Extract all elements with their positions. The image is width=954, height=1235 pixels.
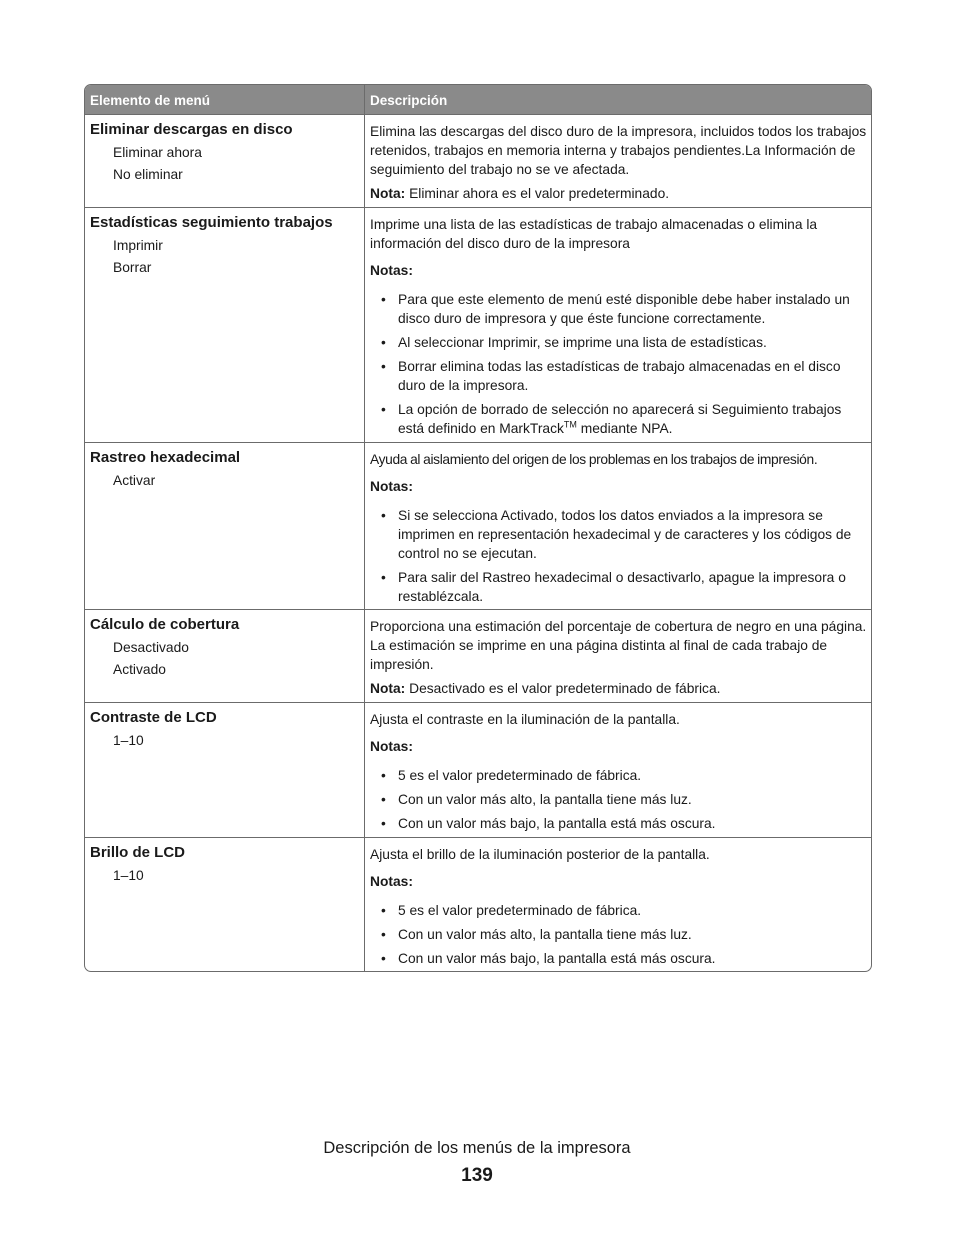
list-item: • Con un valor más alto, la pantalla tiene más luz. [370, 925, 868, 944]
notes-heading: Notas: [370, 263, 413, 278]
header-menu-item: Elemento de menú [90, 93, 211, 108]
notes-heading: Notas: [370, 739, 413, 754]
menu-item-title: Eliminar descargas en disco [90, 121, 293, 138]
description-text: Proporciona una estimación del porcentaje de cobertura de negro en una página. La estimación se imprime en una página distinta al final de cada trabajo de impresión. [370, 619, 867, 672]
menu-item-cell [85, 443, 364, 609]
menu-item-title: Cálculo de cobertura [90, 616, 240, 633]
notes-heading: Notas: [370, 479, 413, 494]
notes-list [370, 766, 868, 833]
description-cell [364, 208, 871, 442]
table-row [85, 207, 871, 442]
list-item-text: mediante NPA. [576, 421, 673, 436]
menu-option: Activado [113, 662, 166, 677]
table-row [85, 442, 871, 609]
table-row [85, 702, 871, 837]
list-item: • Para salir del Rastreo hexadecimal o desactivarlo, apague la impresora o restablézcala. [370, 568, 868, 606]
trademark-sup: TM [563, 419, 577, 430]
menu-item-title: Rastreo hexadecimal [90, 449, 241, 466]
note-label: Nota: [370, 681, 406, 696]
description-text: Ajusta el contraste en la iluminación de la pantalla. [370, 712, 680, 727]
menu-item-title: Contraste de LCD [90, 709, 217, 726]
description-cell [364, 443, 871, 609]
menu-item-cell [85, 838, 364, 971]
header-description: Descripción [364, 85, 871, 114]
footer-section-title: Descripción de los menús de la impresora [323, 1139, 631, 1157]
list-item: • Al seleccionar Imprimir, se imprime una lista de estadísticas. [370, 333, 868, 352]
notes-list [370, 290, 868, 438]
list-item: • 5 es el valor predeterminado de fábrica. [370, 766, 868, 785]
list-item [370, 400, 868, 438]
menu-table [84, 84, 872, 972]
description-cell [364, 703, 871, 837]
menu-option: Borrar [113, 260, 152, 275]
description-cell [364, 610, 871, 702]
menu-option: No eliminar [113, 167, 183, 182]
menu-item-cell [85, 115, 364, 207]
list-item-text: La opción de borrado de selección no aparecerá si Seguimiento trabajos está definido en MarkTrack [398, 402, 842, 436]
page-number: 139 [461, 1165, 493, 1186]
notes-heading: Notas: [370, 874, 413, 889]
table-row [85, 114, 871, 207]
description-text: Elimina las descargas del disco duro de la impresora, incluidos todos los trabajos retenidos, trabajos en memoria interna y trabajos pendientes.La Información de seguimiento del trabajo no se ve afectada. [370, 124, 867, 177]
description-text: Ayuda al aislamiento del origen de los problemas en los trabajos de impresión. [370, 452, 818, 467]
notes-list [370, 901, 868, 968]
note-text: Eliminar ahora es el valor predeterminado. [405, 186, 670, 201]
list-item: • Con un valor más bajo, la pantalla está más oscura. [370, 949, 868, 968]
list-item: • 5 es el valor predeterminado de fábrica. [370, 901, 868, 920]
description-cell [364, 115, 871, 207]
menu-option: 1–10 [113, 868, 144, 883]
menu-option: 1–10 [113, 733, 144, 748]
note-text: Desactivado es el valor predeterminado de fábrica. [405, 681, 721, 696]
note [370, 184, 868, 203]
menu-item-cell [85, 703, 364, 837]
list-item: • Borrar elimina todas las estadísticas de trabajo almacenadas en el disco duro de la impresora. [370, 357, 868, 395]
menu-item-title: Estadísticas seguimiento trabajos [90, 214, 333, 231]
list-item: • Con un valor más bajo, la pantalla está más oscura. [370, 814, 868, 833]
list-item: • Con un valor más alto, la pantalla tiene más luz. [370, 790, 868, 809]
table-row [85, 837, 871, 971]
menu-option: Imprimir [113, 238, 163, 253]
menu-option: Eliminar ahora [113, 145, 202, 160]
note [370, 679, 868, 698]
table-row [85, 609, 871, 702]
description-text: Ajusta el brillo de la iluminación posterior de la pantalla. [370, 847, 710, 862]
menu-option: Desactivado [113, 640, 189, 655]
description-text: Imprime una lista de las estadísticas de trabajo almacenadas o elimina la información del disco duro de la impresora [370, 217, 818, 251]
menu-item-title: Brillo de LCD [90, 844, 186, 861]
menu-item-cell [85, 610, 364, 702]
list-item: • Si se selecciona Activado, todos los datos enviados a la impresora se imprimen en representación hexadecimal y de caracteres y los códigos de control no se ejecutan. [370, 506, 868, 563]
menu-option: Activar [113, 473, 156, 488]
list-item: • Para que este elemento de menú esté disponible debe haber instalado un disco duro de impresora y que éste funcione correctamente. [370, 290, 868, 328]
table-header [85, 85, 871, 114]
notes-list [370, 506, 868, 606]
menu-item-cell [85, 208, 364, 442]
note-label: Nota: [370, 186, 406, 201]
description-cell [364, 838, 871, 971]
